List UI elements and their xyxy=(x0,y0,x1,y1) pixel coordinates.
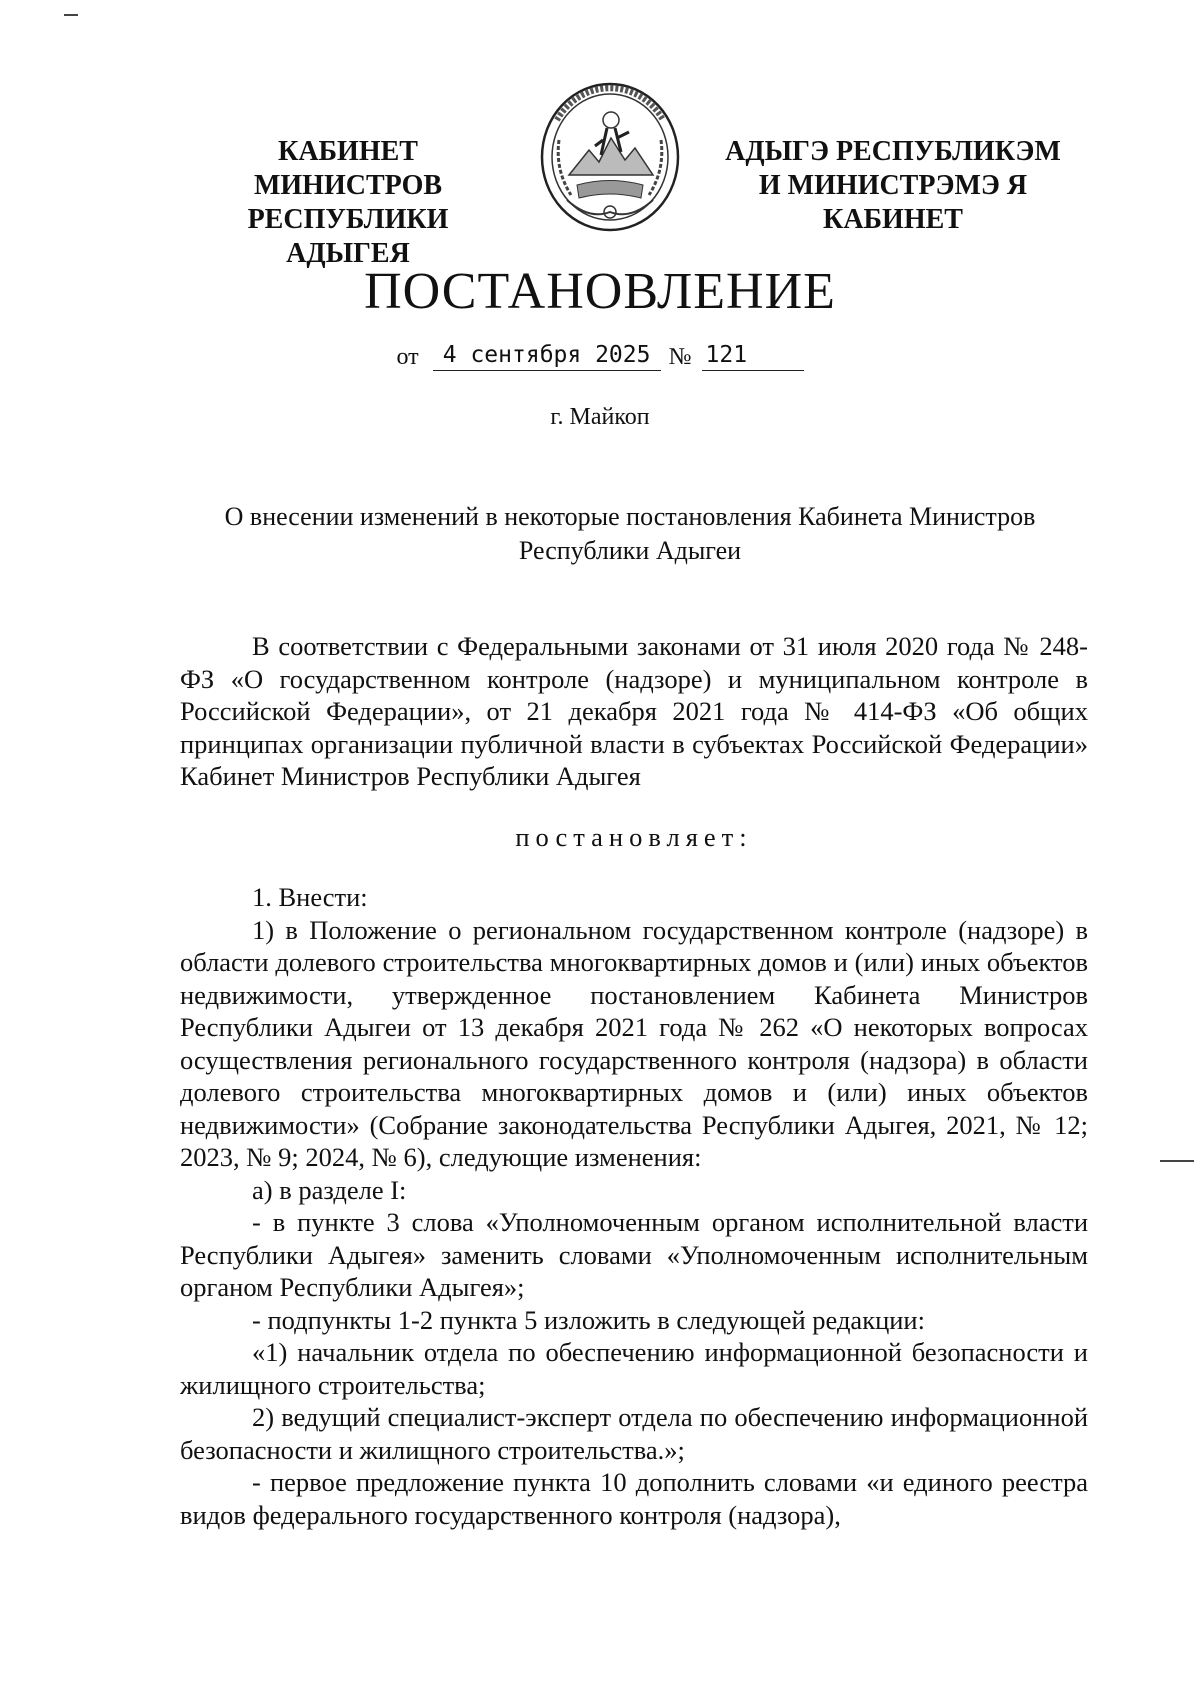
clause-1: 1. Внести: xyxy=(252,882,368,912)
subject-line2: Республики Адыгеи xyxy=(518,536,742,565)
document-header xyxy=(0,0,1200,269)
city: г. Майкоп xyxy=(550,404,650,430)
org-name-adyghe xyxy=(693,135,1093,237)
document-subject xyxy=(180,500,1080,568)
org-name-russian-line2: РЕСПУБЛИКИ АДЫГЕЯ xyxy=(247,204,449,269)
clause-1-item-1: 1) в Положение о региональном государственном контроле (надзоре) в области долевого строительства многоквартирных домов и (или) иных объектов недвижимости, утвержденное постановлением Кабинета Министров Республики Адыгеи от 13 декабря 2021 года № 262 «О некоторых вопросах осуществления регионального государственного контроля (надзора) в области долевого строительства многоквартирных домов и (или) иных объектов недвижимости» (Собрание законодательства Республики Адыгея, 2021, № 12; 2023, № 9; 2024, № 6), следующие изменения: xyxy=(180,914,1088,1172)
subject-line1: О внесении изменений в некоторые постановления Кабинета Министров xyxy=(224,502,1036,531)
amendment-point-3: - в пункте 3 слова «Уполномоченным органом исполнительной власти Республики Адыгея» заменить словами «Уполномоченным исполнительным органом Республики Адыгея»; xyxy=(180,1207,1088,1302)
amendment-point-5: - подпункты 1-2 пункта 5 изложить в следующей редакции: xyxy=(252,1304,925,1335)
coat-of-arms-emblem-icon xyxy=(537,80,683,235)
document-number: 121 xyxy=(702,342,804,371)
date-prefix: от xyxy=(396,344,419,370)
document-date: 4 сентября 2025 xyxy=(433,342,661,371)
scan-artifact-mark xyxy=(1160,1160,1194,1162)
org-name-russian-line1: КАБИНЕТ МИНИСТРОВ xyxy=(253,136,443,201)
document-body xyxy=(180,630,1088,1531)
org-name-russian xyxy=(183,135,513,271)
clause-1-item-1-a: а) в разделе I: xyxy=(252,1174,407,1205)
decree-word: постановляет: xyxy=(515,821,753,852)
amendment-subpoint-1: «1) начальник отдела по обеспечению информационной безопасности и жилищного строительства; xyxy=(180,1337,1088,1400)
amendment-subpoint-2: 2) ведущий специалист-эксперт отдела по обеспечению информационной безопасности и жилищного строительства.»; xyxy=(180,1402,1088,1465)
amendment-point-10: - первое предложение пункта 10 дополнить словами «и единого реестра видов федерального государственного контроля (надзора), xyxy=(180,1467,1088,1530)
date-number-line xyxy=(0,342,1200,371)
number-prefix: № xyxy=(668,344,692,370)
document-type-title: ПОСТАНОВЛЕНИЕ xyxy=(364,263,836,320)
scan-artifact-mark xyxy=(64,14,78,16)
org-name-adyghe-line1: АДЫГЭ РЕСПУБЛИКЭМ xyxy=(725,136,1061,167)
org-name-adyghe-line2: И МИНИСТРЭМЭ Я КАБИНЕТ xyxy=(758,170,1028,235)
preamble-paragraph: В соответствии с Федеральными законами от 31 июля 2020 года № 248-ФЗ «О государственном контроле (надзоре) и муниципальном контроле в Российской Федерации», от 21 декабря 2021 года № 414-ФЗ «Об общих принципах организации публичной власти в субъектах Российской Федерации» Кабинет Министров Республики Адыгея xyxy=(180,631,1088,791)
